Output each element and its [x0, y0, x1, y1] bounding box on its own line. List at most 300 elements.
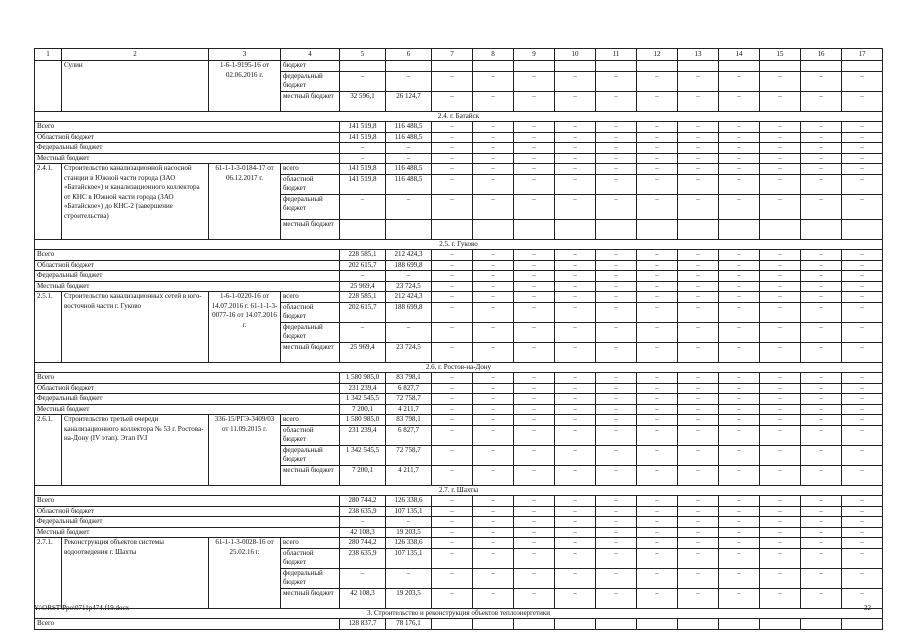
summary-label: Местный бюджет	[35, 527, 340, 538]
value-cell: –	[637, 302, 678, 322]
value-cell: –	[555, 383, 596, 394]
value-cell: –	[596, 122, 637, 133]
value-cell: –	[801, 281, 842, 292]
summary-row	[35, 517, 883, 528]
budget-type: федеральный бюджет	[281, 71, 340, 91]
value-cell	[801, 219, 842, 239]
value-cell: –	[473, 415, 514, 426]
value-cell: –	[432, 568, 473, 588]
value-cell: –	[596, 527, 637, 538]
value-cell: –	[678, 445, 719, 465]
value-cell: –	[842, 538, 883, 549]
value-cell: –	[842, 91, 883, 111]
value-cell: 1 342 545,5	[340, 445, 386, 465]
value-cell: –	[801, 538, 842, 549]
value-cell: –	[842, 174, 883, 194]
value-cell: –	[637, 194, 678, 219]
item-name: Реконструкция объектов системы водоотведения г. Шахты	[62, 538, 209, 609]
value-cell: 42 108,3	[340, 588, 386, 608]
value-cell: –	[801, 164, 842, 175]
value-cell: –	[801, 425, 842, 445]
value-cell: –	[801, 153, 842, 164]
value-cell: –	[555, 465, 596, 485]
value-cell: –	[637, 383, 678, 394]
value-cell: –	[678, 425, 719, 445]
value-cell: –	[432, 538, 473, 549]
value-cell: –	[678, 174, 719, 194]
value-cell: –	[432, 271, 473, 282]
value-cell: –	[432, 445, 473, 465]
value-cell: –	[637, 373, 678, 384]
value-cell: –	[760, 496, 801, 507]
value-cell: –	[386, 71, 432, 91]
value-cell: –	[719, 342, 760, 362]
value-cell: 228 585,1	[340, 292, 386, 303]
value-cell: –	[596, 91, 637, 111]
value-cell: –	[555, 71, 596, 91]
value-cell: 83 798,1	[386, 415, 432, 426]
item-row	[35, 538, 883, 549]
value-cell: –	[678, 281, 719, 292]
value-cell: –	[555, 538, 596, 549]
value-cell: –	[842, 568, 883, 588]
value-cell: –	[719, 153, 760, 164]
section-title: 2.4. г. Батайск	[35, 111, 883, 122]
value-cell	[340, 61, 386, 72]
value-cell: –	[596, 373, 637, 384]
value-cell: –	[842, 260, 883, 271]
section-title: 3. Строительство и реконструкция объектов теплоэнергетики	[35, 608, 883, 619]
value-cell: –	[719, 425, 760, 445]
value-cell: 126 338,6	[386, 496, 432, 507]
value-cell: –	[801, 465, 842, 485]
value-cell: –	[514, 404, 555, 415]
value-cell: –	[596, 394, 637, 405]
value-cell: –	[678, 302, 719, 322]
value-cell: –	[760, 394, 801, 405]
value-cell: –	[555, 588, 596, 608]
budget-type: местный бюджет	[281, 91, 340, 111]
value-cell: 231 239,4	[340, 383, 386, 394]
value-cell: –	[432, 496, 473, 507]
column-header: 7	[432, 49, 473, 61]
summary-row	[35, 153, 883, 164]
value-cell: –	[596, 496, 637, 507]
summary-row	[35, 373, 883, 384]
value-cell: –	[637, 394, 678, 405]
value-cell: –	[760, 383, 801, 394]
item-name: Строительство третьей очереди канализационного коллектора № 53 г. Ростова-на-Дону (IV этап). Этап IV.I	[62, 415, 209, 486]
value-cell: –	[432, 292, 473, 303]
value-cell	[514, 619, 555, 630]
value-cell: –	[473, 445, 514, 465]
value-cell: –	[514, 250, 555, 261]
value-cell: –	[637, 588, 678, 608]
value-cell: –	[842, 322, 883, 342]
value-cell: –	[719, 174, 760, 194]
section-row	[35, 362, 883, 373]
summary-label: Федеральный бюджет	[35, 271, 340, 282]
value-cell: –	[386, 271, 432, 282]
value-cell: –	[760, 132, 801, 143]
value-cell: –	[473, 71, 514, 91]
value-cell: –	[760, 527, 801, 538]
summary-label: Областной бюджет	[35, 383, 340, 394]
value-cell: –	[719, 404, 760, 415]
value-cell: –	[432, 425, 473, 445]
value-cell: –	[432, 383, 473, 394]
value-cell: 25 969,4	[340, 342, 386, 362]
value-cell: –	[842, 194, 883, 219]
value-cell: –	[555, 548, 596, 568]
value-cell: 72 758,7	[386, 445, 432, 465]
value-cell: –	[555, 506, 596, 517]
value-cell: –	[514, 496, 555, 507]
value-cell	[555, 219, 596, 239]
budget-type: всего	[281, 292, 340, 303]
value-cell: –	[432, 281, 473, 292]
value-cell: –	[432, 122, 473, 133]
value-cell: –	[596, 322, 637, 342]
value-cell: –	[719, 538, 760, 549]
value-cell: 212 424,3	[386, 292, 432, 303]
summary-row	[35, 260, 883, 271]
summary-label: Всего	[35, 496, 340, 507]
value-cell: –	[432, 91, 473, 111]
value-cell: –	[719, 194, 760, 219]
summary-label: Всего	[35, 619, 340, 630]
column-header: 9	[514, 49, 555, 61]
value-cell: 141 519,8	[340, 174, 386, 194]
value-cell: –	[514, 260, 555, 271]
value-cell: –	[637, 292, 678, 303]
column-header: 15	[760, 49, 801, 61]
summary-row	[35, 132, 883, 143]
column-header: 5	[340, 49, 386, 61]
value-cell: –	[637, 260, 678, 271]
value-cell: –	[760, 143, 801, 154]
value-cell: –	[719, 132, 760, 143]
value-cell: –	[842, 404, 883, 415]
value-cell: –	[432, 394, 473, 405]
value-cell: –	[432, 342, 473, 362]
value-cell: –	[719, 506, 760, 517]
value-cell: –	[432, 548, 473, 568]
value-cell: –	[432, 404, 473, 415]
value-cell: –	[678, 132, 719, 143]
value-cell: –	[473, 506, 514, 517]
column-header: 8	[473, 49, 514, 61]
budget-table	[34, 48, 883, 630]
value-cell: –	[637, 71, 678, 91]
column-header: 1	[35, 49, 62, 61]
value-cell: –	[473, 271, 514, 282]
value-cell: 188 699,8	[386, 302, 432, 322]
value-cell: –	[760, 292, 801, 303]
value-cell: 23 724,5	[386, 281, 432, 292]
value-cell: –	[386, 153, 432, 164]
column-header: 13	[678, 49, 719, 61]
value-cell: –	[678, 71, 719, 91]
budget-type: федеральный бюджет	[281, 568, 340, 588]
value-cell: –	[760, 404, 801, 415]
budget-type: областной бюджет	[281, 174, 340, 194]
value-cell: –	[801, 122, 842, 133]
value-cell	[555, 619, 596, 630]
value-cell: –	[678, 496, 719, 507]
value-cell: –	[842, 548, 883, 568]
value-cell: –	[637, 174, 678, 194]
value-cell: –	[678, 383, 719, 394]
value-cell: –	[760, 91, 801, 111]
item-row	[35, 164, 883, 175]
value-cell: –	[340, 71, 386, 91]
value-cell	[719, 61, 760, 72]
value-cell: –	[555, 342, 596, 362]
column-header: 3	[209, 49, 281, 61]
value-cell: 116 488,5	[386, 132, 432, 143]
item-number: 2.7.1.	[35, 538, 62, 609]
value-cell: –	[432, 506, 473, 517]
value-cell: 19 203,5	[386, 588, 432, 608]
value-cell: –	[760, 260, 801, 271]
value-cell: –	[596, 71, 637, 91]
value-cell: –	[473, 404, 514, 415]
value-cell	[719, 619, 760, 630]
value-cell	[760, 61, 801, 72]
value-cell: –	[842, 153, 883, 164]
value-cell: –	[760, 194, 801, 219]
value-cell: –	[842, 302, 883, 322]
value-cell: –	[432, 588, 473, 608]
value-cell: –	[473, 496, 514, 507]
value-cell: –	[719, 71, 760, 91]
value-cell: –	[760, 568, 801, 588]
column-header: 6	[386, 49, 432, 61]
value-cell: –	[340, 322, 386, 342]
value-cell: –	[801, 383, 842, 394]
value-cell: –	[596, 164, 637, 175]
budget-type: областной бюджет	[281, 548, 340, 568]
item-registration: 1-6-1-9195-16 от 02.06.2016 г.	[209, 61, 281, 112]
section-row	[35, 608, 883, 619]
value-cell: –	[596, 260, 637, 271]
value-cell: 141 519,8	[340, 164, 386, 175]
value-cell: –	[637, 527, 678, 538]
value-cell: –	[514, 322, 555, 342]
summary-label: Федеральный бюджет	[35, 394, 340, 405]
value-cell: –	[678, 548, 719, 568]
value-cell: –	[473, 292, 514, 303]
value-cell: –	[432, 302, 473, 322]
value-cell: –	[432, 322, 473, 342]
value-cell: –	[473, 568, 514, 588]
budget-type: всего	[281, 415, 340, 426]
value-cell: –	[678, 342, 719, 362]
value-cell: 188 699,8	[386, 260, 432, 271]
section-row	[35, 111, 883, 122]
value-cell: –	[514, 122, 555, 133]
value-cell: –	[596, 425, 637, 445]
footer-file-path: Y:\ORST\Ppo\0711p474.f19.docx	[34, 604, 130, 612]
value-cell: –	[678, 122, 719, 133]
value-cell: –	[555, 568, 596, 588]
value-cell: –	[760, 322, 801, 342]
value-cell: –	[555, 250, 596, 261]
value-cell: –	[637, 91, 678, 111]
value-cell: –	[678, 506, 719, 517]
value-cell: 1 580 985,0	[340, 373, 386, 384]
value-cell: –	[842, 425, 883, 445]
summary-label: Всего	[35, 373, 340, 384]
value-cell: 6 827,7	[386, 425, 432, 445]
summary-row	[35, 527, 883, 538]
value-cell: –	[340, 517, 386, 528]
value-cell: –	[842, 465, 883, 485]
value-cell	[596, 619, 637, 630]
value-cell	[719, 219, 760, 239]
value-cell: –	[596, 292, 637, 303]
item-registration: 61-1-1-3-0184-17 от 06.12.2017 г.	[209, 164, 281, 240]
value-cell: –	[473, 588, 514, 608]
value-cell: –	[842, 506, 883, 517]
value-cell: –	[514, 465, 555, 485]
value-cell	[760, 219, 801, 239]
value-cell: 42 108,3	[340, 527, 386, 538]
value-cell: 202 615,7	[340, 260, 386, 271]
value-cell: –	[678, 527, 719, 538]
summary-row	[35, 271, 883, 282]
column-header: 2	[62, 49, 209, 61]
summary-label: Местный бюджет	[35, 281, 340, 292]
value-cell: –	[801, 588, 842, 608]
value-cell: 212 424,3	[386, 250, 432, 261]
value-cell: –	[842, 517, 883, 528]
value-cell: –	[432, 194, 473, 219]
value-cell: –	[801, 568, 842, 588]
value-cell: –	[555, 132, 596, 143]
value-cell: –	[842, 271, 883, 282]
value-cell: –	[719, 260, 760, 271]
value-cell: –	[514, 143, 555, 154]
value-cell: –	[719, 271, 760, 282]
value-cell: –	[340, 271, 386, 282]
value-cell: –	[432, 143, 473, 154]
value-cell: 26 124,7	[386, 91, 432, 111]
column-header: 17	[842, 49, 883, 61]
item-number: 2.5.1.	[35, 292, 62, 363]
value-cell: 107 135,1	[386, 548, 432, 568]
value-cell: –	[801, 292, 842, 303]
value-cell: –	[801, 517, 842, 528]
value-cell: –	[514, 506, 555, 517]
budget-type: местный бюджет	[281, 465, 340, 485]
value-cell: –	[678, 373, 719, 384]
value-cell: –	[719, 517, 760, 528]
value-cell: –	[842, 373, 883, 384]
value-cell: –	[596, 568, 637, 588]
value-cell: –	[719, 373, 760, 384]
value-cell: –	[801, 71, 842, 91]
value-cell: –	[596, 548, 637, 568]
item-row	[35, 61, 883, 72]
value-cell	[801, 619, 842, 630]
value-cell	[637, 619, 678, 630]
value-cell	[760, 619, 801, 630]
value-cell	[555, 61, 596, 72]
value-cell: –	[514, 281, 555, 292]
summary-label: Всего	[35, 250, 340, 261]
value-cell: –	[678, 465, 719, 485]
value-cell: –	[596, 194, 637, 219]
value-cell: –	[514, 568, 555, 588]
value-cell: –	[473, 383, 514, 394]
value-cell: –	[637, 548, 678, 568]
item-name: Сулин	[62, 61, 209, 112]
value-cell: –	[760, 122, 801, 133]
summary-label: Областной бюджет	[35, 260, 340, 271]
value-cell: –	[678, 271, 719, 282]
value-cell: –	[842, 71, 883, 91]
section-row	[35, 485, 883, 496]
value-cell: –	[678, 394, 719, 405]
value-cell: –	[719, 415, 760, 426]
value-cell: –	[637, 132, 678, 143]
value-cell: –	[596, 445, 637, 465]
value-cell: –	[596, 302, 637, 322]
value-cell: –	[719, 122, 760, 133]
value-cell: –	[432, 527, 473, 538]
value-cell: –	[678, 538, 719, 549]
value-cell	[596, 219, 637, 239]
value-cell: –	[555, 425, 596, 445]
value-cell: –	[555, 322, 596, 342]
value-cell: –	[555, 302, 596, 322]
value-cell: –	[514, 394, 555, 405]
value-cell: –	[386, 194, 432, 219]
value-cell: –	[719, 496, 760, 507]
value-cell: –	[473, 322, 514, 342]
value-cell: –	[596, 465, 637, 485]
summary-label: Областной бюджет	[35, 132, 340, 143]
value-cell	[801, 61, 842, 72]
value-cell: –	[432, 465, 473, 485]
budget-type: федеральный бюджет	[281, 445, 340, 465]
value-cell: –	[555, 404, 596, 415]
value-cell: –	[555, 373, 596, 384]
budget-type: федеральный бюджет	[281, 322, 340, 342]
column-header: 16	[801, 49, 842, 61]
value-cell: –	[760, 271, 801, 282]
summary-row	[35, 281, 883, 292]
value-cell: –	[801, 194, 842, 219]
value-cell: –	[596, 383, 637, 394]
value-cell: –	[514, 415, 555, 426]
value-cell: –	[432, 415, 473, 426]
budget-type: местный бюджет	[281, 219, 340, 239]
value-cell: –	[555, 394, 596, 405]
value-cell: –	[555, 164, 596, 175]
value-cell	[432, 619, 473, 630]
item-registration: 61-1-1-3-0028-16 от 25.02.16 г.	[209, 538, 281, 609]
value-cell	[432, 61, 473, 72]
value-cell: 25 969,4	[340, 281, 386, 292]
value-cell: –	[340, 194, 386, 219]
value-cell: 126 338,6	[386, 538, 432, 549]
value-cell: 280 744,2	[340, 496, 386, 507]
value-cell: –	[514, 164, 555, 175]
value-cell: –	[555, 281, 596, 292]
